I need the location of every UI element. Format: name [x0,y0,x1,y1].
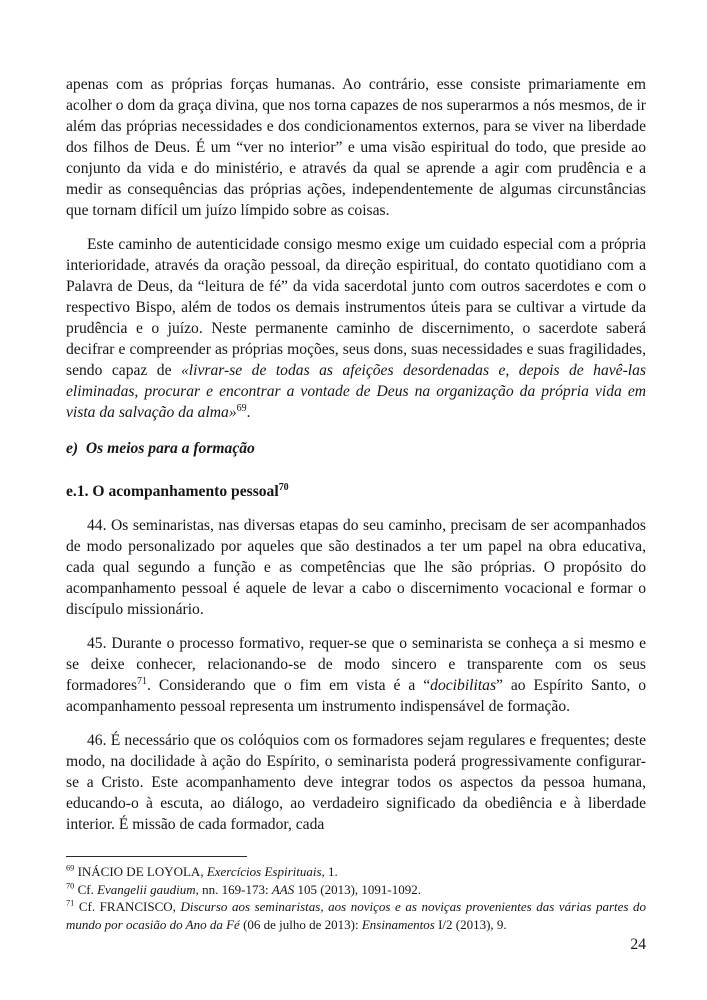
footnotes-section [66,856,646,933]
body-paragraph-continuation: apenas com as próprias forças humanas. Ao contrário, esse consiste primariamente em acolher o dom da graça divina, que nos torna capazes de nos superarmos a nós mesmos, de ir além das próprias necessidades e dos condicionamentos externos, para se viver na liberdade dos filhos de Deus. É um “ver no interior” e uma visão espiritual do todo, que preside ao conjunto da vida e do ministério, e através da qual se aprende a agir com prudência e a medir as consequências das próprias ações, independentemente de algumas circunstâncias que tornam difícil um juízo límpido sobre as coisas. [66,76,646,219]
body-paragraph-44: 44. Os seminaristas, nas diversas etapas do seu caminho, precisam de ser acompanhados de modo personalizado por aqueles que são destinados a ter um papel na obra educativa, cada qual segundo a função e as competências que lhe são próprias. O propósito do acompanhamento pessoal é aquele de levar a cabo o discernimento vocacional e formar o discípulo missionário. [66,517,646,618]
page-number: 24 [630,936,646,953]
body-paragraph-46: 46. É necessário que os colóquios com os formadores sejam regulares e frequentes; deste modo, na docilidade à ação do Espírito, o seminarista poderá progressivamente configurar-se a Cristo. Este acompanhamento deve integrar todos os aspectos da pessoa humana, educando-o à escuta, ao diálogo, ao verdadeiro significado da obediência e à liberdade interior. É missão de cada formador, cada [66,732,646,833]
footnote-70: $^{70}$ Cf. Evangelii gaudium, nn. 169-173: AAS 105 (2013), 1091-1092. [66,881,421,897]
footnote-separator-rule [66,856,247,857]
footnote-71: $^{71}$ Cf. FRANCISCO, Discurso aos seminaristas, aos noviços e as noviças provenientes das várias partes do mundo por ocasião do Ano da Fé (06 de julho de 2013): Ensinamentos I/2 (2013), 9. [66,898,647,932]
body-paragraph-interiority: Este caminho de autenticidade consigo mesmo exige um cuidado especial com a própria interioridade, através da oração pessoal, da direção espiritual, do contato quotidiano com a Palavra de Deus, da “leitura de fé” da vida sacerdotal junto com outros sacerdotes e com o respectivo Bispo, além de todos os demais instrumentos úteis para se cultivar a virtude da prudência e o juízo. Neste permanente caminho de discernimento, o sacerdote saberá decifrar e compreender as próprias moções, seus dons, suas necessidades e suas fragilidades, sendo capaz de «livrar-se de todas as afeições desordenadas e, depois de havê-las eliminadas, procurar e encontrar a vontade de Deus na organização da própria vida em vista da salvação da alma»$^{69}$. [66,236,646,421]
document-body [66,74,646,835]
section-heading-e-meios-formacao: e) Os meios para a formação [66,440,255,457]
footnote-69: $^{69}$ INÁCIO DE LOYOLA, Exercícios Espirituais, 1. [66,863,338,879]
body-paragraph-45: 45. Durante o processo formativo, requer-se que o seminarista se conheça a si mesmo e se deixe conhecer, relacionando-se de modo sincero e transparente com os seus formadores$^{71}$. Considerando que o fim em vista é a “docibilitas” ao Espírito Santo, o acompanhamento pessoal representa um instrumento indispensável de formação. [66,635,646,715]
subsection-heading-e1-acompanhamento: e.1. O acompanhamento pessoal$^{70}$ [66,481,289,500]
